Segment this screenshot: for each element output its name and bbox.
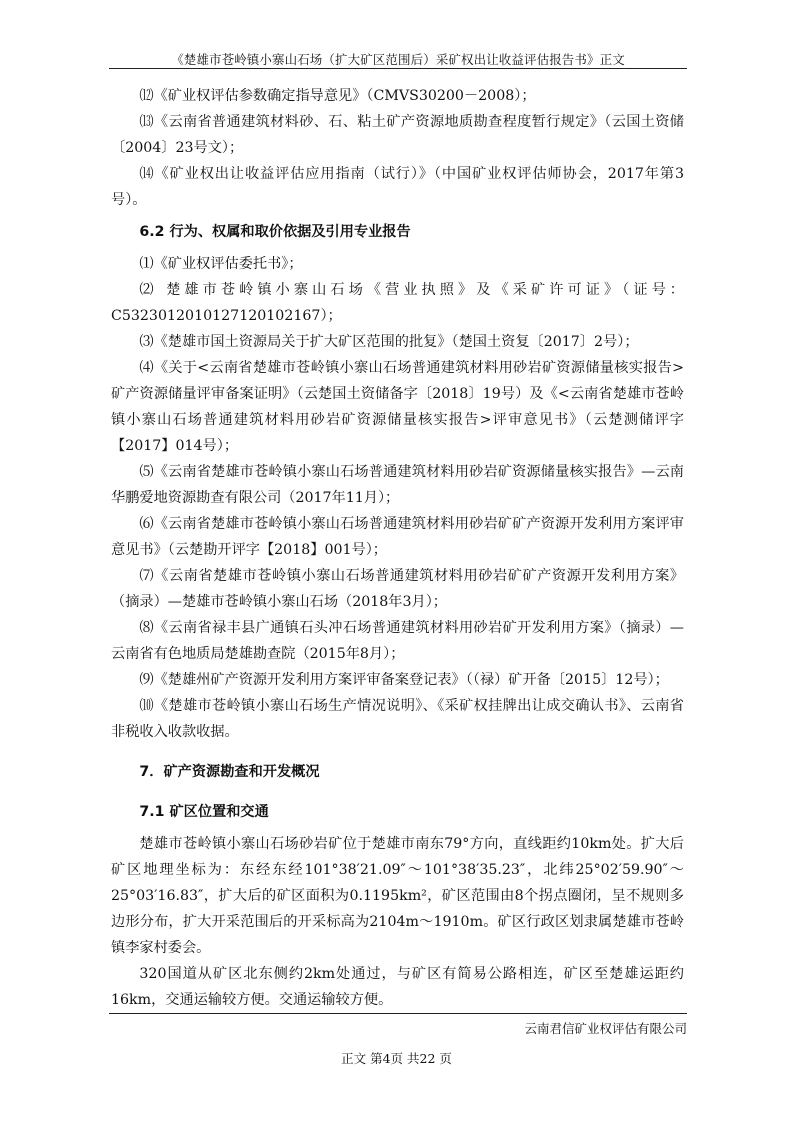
reference-item-14: ⒁《矿业权出让收益评估应用指南（试行）》（中国矿业权评估师协会，2017年第3号）。 [111,166,684,208]
basis-item-3: ⑶《楚雄市国土资源局关于扩大矿区范围的批复》（楚国土资复〔2017〕2号）； [139,334,639,350]
basis-item-5: ⑸《云南省楚雄市苍岭镇小寨山石场普通建筑材料用砂岩矿资源储量核实报告》—云南华鹏爱地资源勘查有限公司（2017年11月）； [111,464,684,506]
basis-item-8: ⑻《云南省禄丰县广通镇石头冲石场普通建筑材料用砂岩矿开发利用方案》（摘录）—云南省有色地质局楚雄勘查院（2015年8月）； [111,620,684,662]
reference-item-12: ⑿《矿业权评估参数确定指导意见》（CMVS30200－2008）； [139,88,536,104]
basis-item-6: ⑹《云南省楚雄市苍岭镇小寨山石场普通建筑材料用砂岩矿矿产资源开发利用方案评审意见书》（云楚勘开评字【2018】001号）； [111,516,684,558]
running-header: 《楚雄市苍岭镇小寨山石场（扩大矿区范围后）采矿权出让收益评估报告书》正文 [171,52,625,67]
section-heading-7-1: 7.1 矿区位置和交通 [139,804,269,820]
section-heading-6-2: 6.2 行为、权属和取价依据及引用专业报告 [139,224,411,240]
reference-item-13: ⒀《云南省普通建筑材料砂、石、粘土矿产资源地质勘查程度暂行规定》（云国土资储〔2004〕23号文）； [111,114,684,156]
basis-item-4: ⑷《关于<云南省楚雄市苍岭镇小寨山石场普通建筑材料用砂岩矿资源储量核实报告>矿产资源储量评审备案证明》（云楚国土资储备字〔2018〕19号）及《<云南省楚雄市苍岭镇小寨山石场普通建筑材料用砂岩矿资源储量核实报告>评审意见书》（云楚测储评字【2017】014号）； [111,360,684,454]
basis-item-1: ⑴《矿业权评估委托书》； [139,256,303,272]
section-heading-7: 7．矿产资源勘查和开发概况 [139,764,320,780]
transport-paragraph: 320国道从矿区北东侧约2km处通过，与矿区有简易公路相连，矿区至楚雄运距约16km，交通运输较方便。交通运输较方便。 [111,966,684,1008]
basis-item-9: ⑼《楚雄州矿产资源开发利用方案评审备案登记表》（（禄）矿开备〔2015〕12号）； [139,672,669,688]
document-body [111,83,684,1013]
footer-divider [109,1013,687,1014]
basis-item-7: ⑺《云南省楚雄市苍岭镇小寨山石场普通建筑材料用砂岩矿矿产资源开发利用方案》（摘录）—楚雄市苍岭镇小寨山石场（2018年3月）； [111,568,684,610]
location-paragraph: 楚雄市苍岭镇小寨山石场砂岩矿位于楚雄市南东79°方向，直线距约10km处。扩大后矿区地理坐标为：东经东经101°38′21.09″～101°38′35.23″，北纬25°02′59.90″～25°03′16.83″，扩大后的矿区面积为0.1195km²，矿区范围由8个拐点圈闭，呈不规则多边形分布，扩大开采范围后的开采标高为2104m～1910m。矿区行政区划隶属楚雄市苍岭镇李家村委会。 [111,836,684,956]
header-divider [109,68,687,69]
page-number: 正文 第4页 共22 页 [341,1051,452,1066]
footer-company: 云南君信矿业权评估有限公司 [524,1021,687,1036]
basis-item-10: ⑽《楚雄市苍岭镇小寨山石场生产情况说明》、《采矿权挂牌出让成交确认书》、云南省非税收入收款收据。 [111,698,684,740]
basis-item-2: ⑵ 楚雄市苍岭镇小寨山石场《营业执照》及《采矿许可证》（证号：C5323012010127120102167）； [111,282,684,324]
